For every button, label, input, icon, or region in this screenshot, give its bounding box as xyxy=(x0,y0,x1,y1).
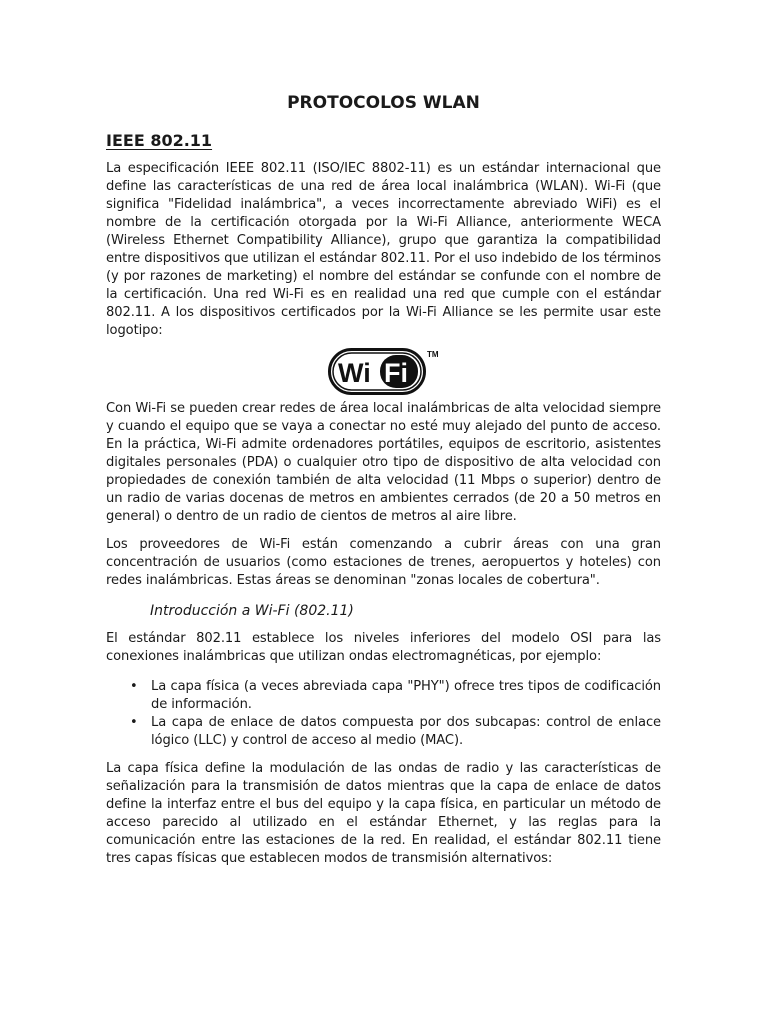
subheading-intro-wifi: Introducción a Wi-Fi (802.11) xyxy=(150,603,354,619)
logo-text-wi: Wi xyxy=(338,358,371,388)
paragraph-ieee-intro: La especificación IEEE 802.11 (ISO/IEC 8802-11) es un estándar internacional que define las características de una red de área local inalámbrica (WLAN). Wi-Fi (que significa "Fidelidad inalámbrica", a veces incorrectamente abreviado WiFi) es el nombre de la certificación otorgada por la Wi-Fi Alliance, anteriormente WECA (Wireless Ethernet Compatibility Alliance), grupo que garantiza la compatibilidad entre dispositivos que utilizan el estándar 802.11. Por el uso indebido de los términos (y por razones de marketing) el nombre del estándar se confunde con el nombre de la certificación. Una red Wi-Fi es en realidad una red que cumple con el estándar 802.11. A los dispositivos certificados por la Wi-Fi Alliance se les permite usar este logotipo: xyxy=(106,161,661,338)
bullet-icon: • xyxy=(130,679,138,694)
list-item xyxy=(106,714,661,750)
page-title: PROTOCOLOS WLAN xyxy=(287,93,480,113)
logo-tm: TM xyxy=(427,350,439,359)
paragraph-wifi-range: Con Wi-Fi se pueden crear redes de área local inalámbricas de alta velocidad siempre y cuando el equipo que se vaya a conectar no esté muy alejado del punto de acceso. En la práctica, Wi-Fi admite ordenadores portátiles, equipos de escritorio, asistentes digitales personales (PDA) o cualquier otro tipo de dispositivo de alta velocidad con propiedades de conexión también de alta velocidad (11 Mbps o superior) dentro de un radio de varias docenas de metros en ambientes cerrados (de 20 a 50 metros en general) o dentro de un radio de cientos de metros al aire libre. xyxy=(106,401,661,524)
paragraph-osi: El estándar 802.11 establece los niveles inferiores del modelo OSI para las conexiones inalámbricas que utilizan ondas electromagnéticas, por ejemplo: xyxy=(106,631,661,664)
wifi-logo xyxy=(106,344,661,400)
bullet-list xyxy=(106,678,661,750)
bullet-icon: • xyxy=(130,715,138,730)
wifi-logo-icon xyxy=(328,346,446,398)
paragraph-providers: Los proveedores de Wi-Fi están comenzando a cubrir áreas con una gran concentración de usuarios (como estaciones de trenes, aeropuertos y hoteles) con redes inalámbricas. Estas áreas se denominan "zonas locales de cobertura". xyxy=(106,537,661,588)
list-item-text: La capa física (a veces abreviada capa "PHY") ofrece tres tipos de codificación de información. xyxy=(151,679,661,712)
list-item xyxy=(106,678,661,714)
section-heading: IEEE 802.11 xyxy=(106,131,213,150)
paragraph-physical-layer: La capa física define la modulación de las ondas de radio y las características de señalización para la transmisión de datos mientras que la capa de enlace de datos define la interfaz entre el bus del equipo y la capa física, en particular un método de acceso parecido al utilizado en el estándar Ethernet, y las reglas para la comunicación entre las estaciones de la red. En realidad, el estándar 802.11 tiene tres capas físicas que establecen modos de transmisión alternativos: xyxy=(106,761,661,866)
document-page xyxy=(106,88,661,868)
logo-text-fi: Fi xyxy=(384,358,408,388)
list-item-text: La capa de enlace de datos compuesta por dos subcapas: control de enlace lógico (LLC) y control de acceso al medio (MAC). xyxy=(151,715,661,748)
